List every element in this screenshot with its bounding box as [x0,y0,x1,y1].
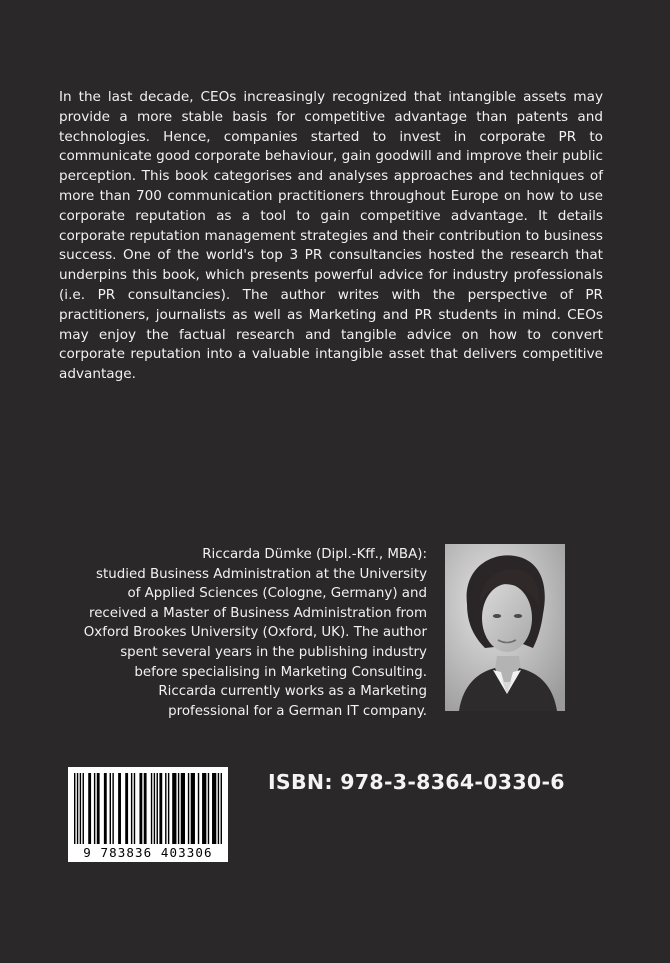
barcode-bar [154,773,155,844]
isbn-label: ISBN: 978-3-8364-0330-6 [268,770,565,794]
barcode-bar [74,773,75,844]
barcode-bar [208,773,209,844]
barcode-bar [144,773,147,844]
barcode-bar [110,773,111,844]
barcode-bar [168,773,169,844]
barcode-bar [131,773,132,844]
author-bio-line: Riccarda currently works as a Marketing [158,684,427,700]
barcode-bar [94,773,95,844]
barcode-bar [118,773,121,844]
author-bio-line: before specialising in Marketing Consulting. [134,664,427,680]
barcode-bar [188,773,189,844]
barcode-bar [97,773,100,844]
author-bio-line: Oxford Brookes University (Oxford, UK). The author [83,625,427,641]
author-bio-line: of Applied Sciences (Cologne, Germany) and [127,586,427,602]
barcode-bar [104,773,107,844]
barcode-bar [77,773,78,844]
barcode-bar [125,773,128,844]
barcode-bar [139,773,142,844]
barcode-bar [157,773,158,844]
barcode-bar [202,773,206,844]
author-photo [445,544,565,711]
barcode-bar [112,773,113,844]
author-bio [7,545,427,721]
barcode-bar [83,773,84,844]
barcode-bar [165,773,166,844]
barcode-bar [221,773,222,844]
author-bio-line: professional for a German IT company. [168,703,427,719]
barcode-bar [212,773,216,844]
barcode-bar [80,773,81,844]
barcode-bar [178,773,179,844]
barcode-bar [191,773,195,844]
barcode-bar [181,773,185,844]
author-bio-line: received a Master of Business Administration from [88,605,427,621]
barcode-bar [88,773,91,844]
barcode-bar [159,773,162,844]
barcode-digits: 9 783836 403306 [83,845,213,860]
barcode-bar [134,773,135,844]
author-bio-line: studied Business Administration at the University [96,566,427,582]
barcode-bar [172,773,176,844]
barcode-bars [74,773,222,844]
back-cover-blurb: In the last decade, CEOs increasingly recognized that intangible assets may provide a more stable basis for competitive advantage than patents and technologies. Hence, companies started to invest in corporate PR to communicate good corporate behaviour, gain goodwill and improve their public perception. This book categorises and analyses approaches and techniques of more than 700 communication practitioners throughout Europe on how to use corporate reputation as a tool to gain competitive advantage. It details corporate reputation management strategies and their contribution to business success. One of the world's top 3 PR consultancies hosted the research that underpins this book, which presents powerful advice for industry professionals (i.e. PR consultancies). The author writes with the perspective of PR practitioners, journalists as well as Marketing and PR students in mind. CEOs may enjoy the factual research and tangible advice on how to convert corporate reputation into a valuable intangible asset that delivers competitive advantage. [59,89,603,383]
author-bio-line: spent several years in the publishing industry [120,644,427,660]
barcode-bar [151,773,152,844]
author-bio-line: Riccarda Dümke (Dipl.-Kff., MBA): [202,547,427,562]
barcode-bar [218,773,219,844]
barcode [68,767,228,862]
barcode-bar [198,773,199,844]
